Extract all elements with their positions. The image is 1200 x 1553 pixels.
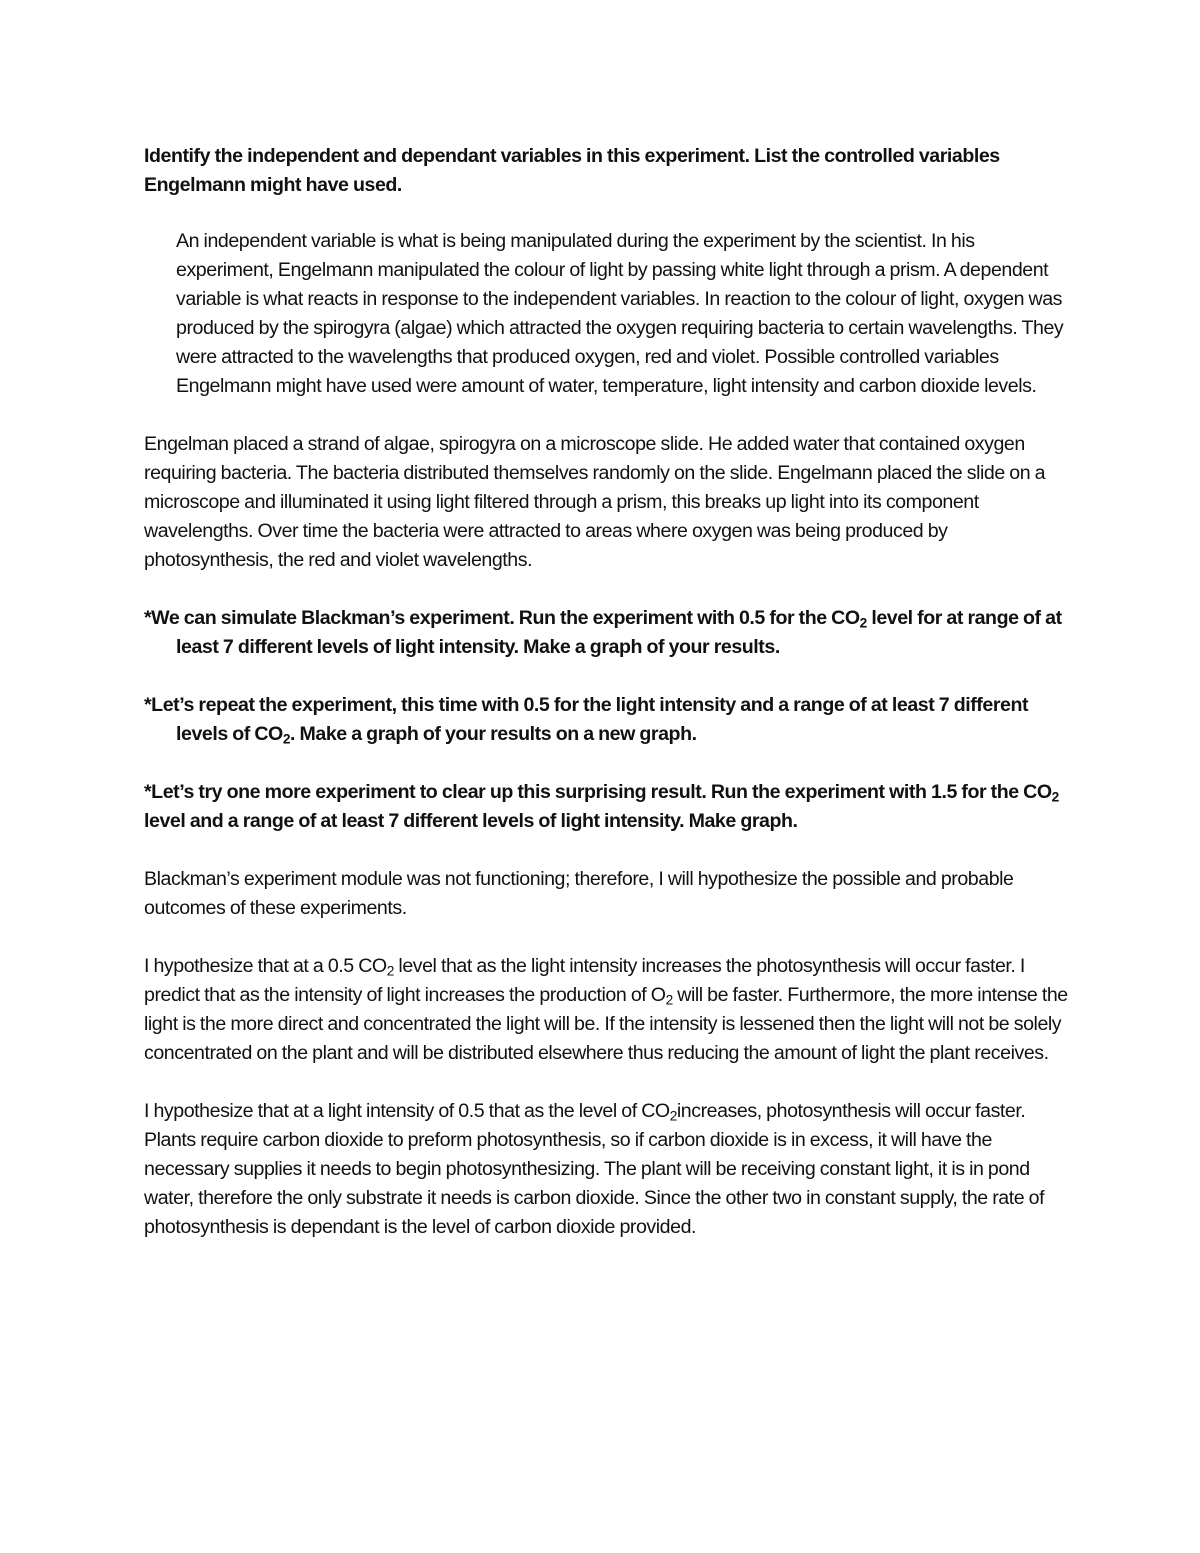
question-heading: Identify the independent and dependant variables in this experiment. List the controlled variables Engelmann might have used. (144, 145, 1000, 196)
task-2-text-b: . Make a graph of your results on a new graph. (290, 723, 697, 745)
module-note-paragraph: Blackman’s experiment module was not functioning; therefore, I will hypothesize the possible and probable outcomes of these experiments. (144, 868, 1014, 919)
task-2-subscript: 2 (282, 731, 291, 747)
task-3-text-b: level and a range of at least 7 different levels of light intensity. Make graph. (144, 810, 798, 832)
task-3-subscript: 2 (1051, 789, 1059, 805)
task-2-text-a: *Let’s repeat the experiment, this time with 0.5 for the light intensity and a range of at least 7 different levels of CO (144, 694, 1029, 745)
task-1-subscript: 2 (859, 615, 867, 631)
task-1-instruction (144, 604, 1074, 662)
hypothesis-1-text-a: I hypothesize that at a 0.5 CO (144, 955, 387, 977)
task-3-text-a: *Let’s try one more experiment to clear up this surprising result. Run the experiment with 1.5 for the CO (144, 781, 1052, 803)
hypothesis-1-subscript-b: 2 (665, 992, 673, 1008)
hypothesis-1-subscript-a: 2 (386, 963, 394, 979)
task-1-text-a: *We can simulate Blackman’s experiment. Run the experiment with 0.5 for the CO (144, 607, 860, 629)
engelmann-summary-paragraph: Engelman placed a strand of algae, spirogyra on a microscope slide. He added water that contained oxygen requiring bacteria. The bacteria distributed themselves randomly on the slide. Engelmann placed the slide on a microscope and illuminated it using light filtered through a prism, this breaks up light into its component wavelengths. Over time the bacteria were attracted to areas where oxygen was being produced by photosynthesis, the red and violet wavelengths. (144, 433, 1046, 571)
task-1-text-b: level for at range of at least 7 different levels of light intensity. Make a graph of your results. (176, 607, 1062, 658)
task-3-instruction (144, 778, 1074, 836)
task-2-instruction (144, 691, 1074, 749)
hypothesis-1-paragraph (144, 952, 1074, 1068)
hypothesis-2-subscript: 2 (669, 1108, 677, 1124)
document-body (144, 142, 1074, 1242)
hypothesis-2-paragraph (144, 1097, 1074, 1242)
answer-variables-paragraph: An independent variable is what is being manipulated during the experiment by the scientist. In his experiment, Engelmann manipulated the colour of light by passing white light through a prism. A dependent variable is what reacts in response to the independent variables. In reaction to the colour of light, oxygen was produced by the spirogyra (algae) which attracted the oxygen requiring bacteria to certain wavelengths. They were attracted to the wavelengths that produced oxygen, red and violet. Possible controlled variables Engelmann might have used were amount of water, temperature, light intensity and carbon dioxide levels. (176, 230, 1064, 397)
hypothesis-2-text-a: I hypothesize that at a light intensity of 0.5 that as the level of CO (144, 1100, 670, 1122)
hypothesis-1-text-c: will be faster. Furthermore, the more intense the light is the more direct and concentrated the light will be. If the intensity is lessened then the light will not be solely concentrated on the plant and will be distributed elsewhere thus reducing the amount of light the plant receives. (144, 984, 1068, 1064)
hypothesis-1-text-b: level that as the light intensity increases the photosynthesis will occur faster. I predict that as the intensity of light increases the production of O (144, 955, 1025, 1006)
hypothesis-2-text-b: increases, photosynthesis will occur faster. Plants require carbon dioxide to preform photosynthesis, so if carbon dioxide is in excess, it will have the necessary supplies it needs to begin photosynthesizing. The plant will be receiving constant light, it is in pond water, therefore the only substrate it needs is carbon dioxide. Since the other two in constant supply, the rate of photosynthesis is dependant is the level of carbon dioxide provided. (144, 1100, 1045, 1238)
